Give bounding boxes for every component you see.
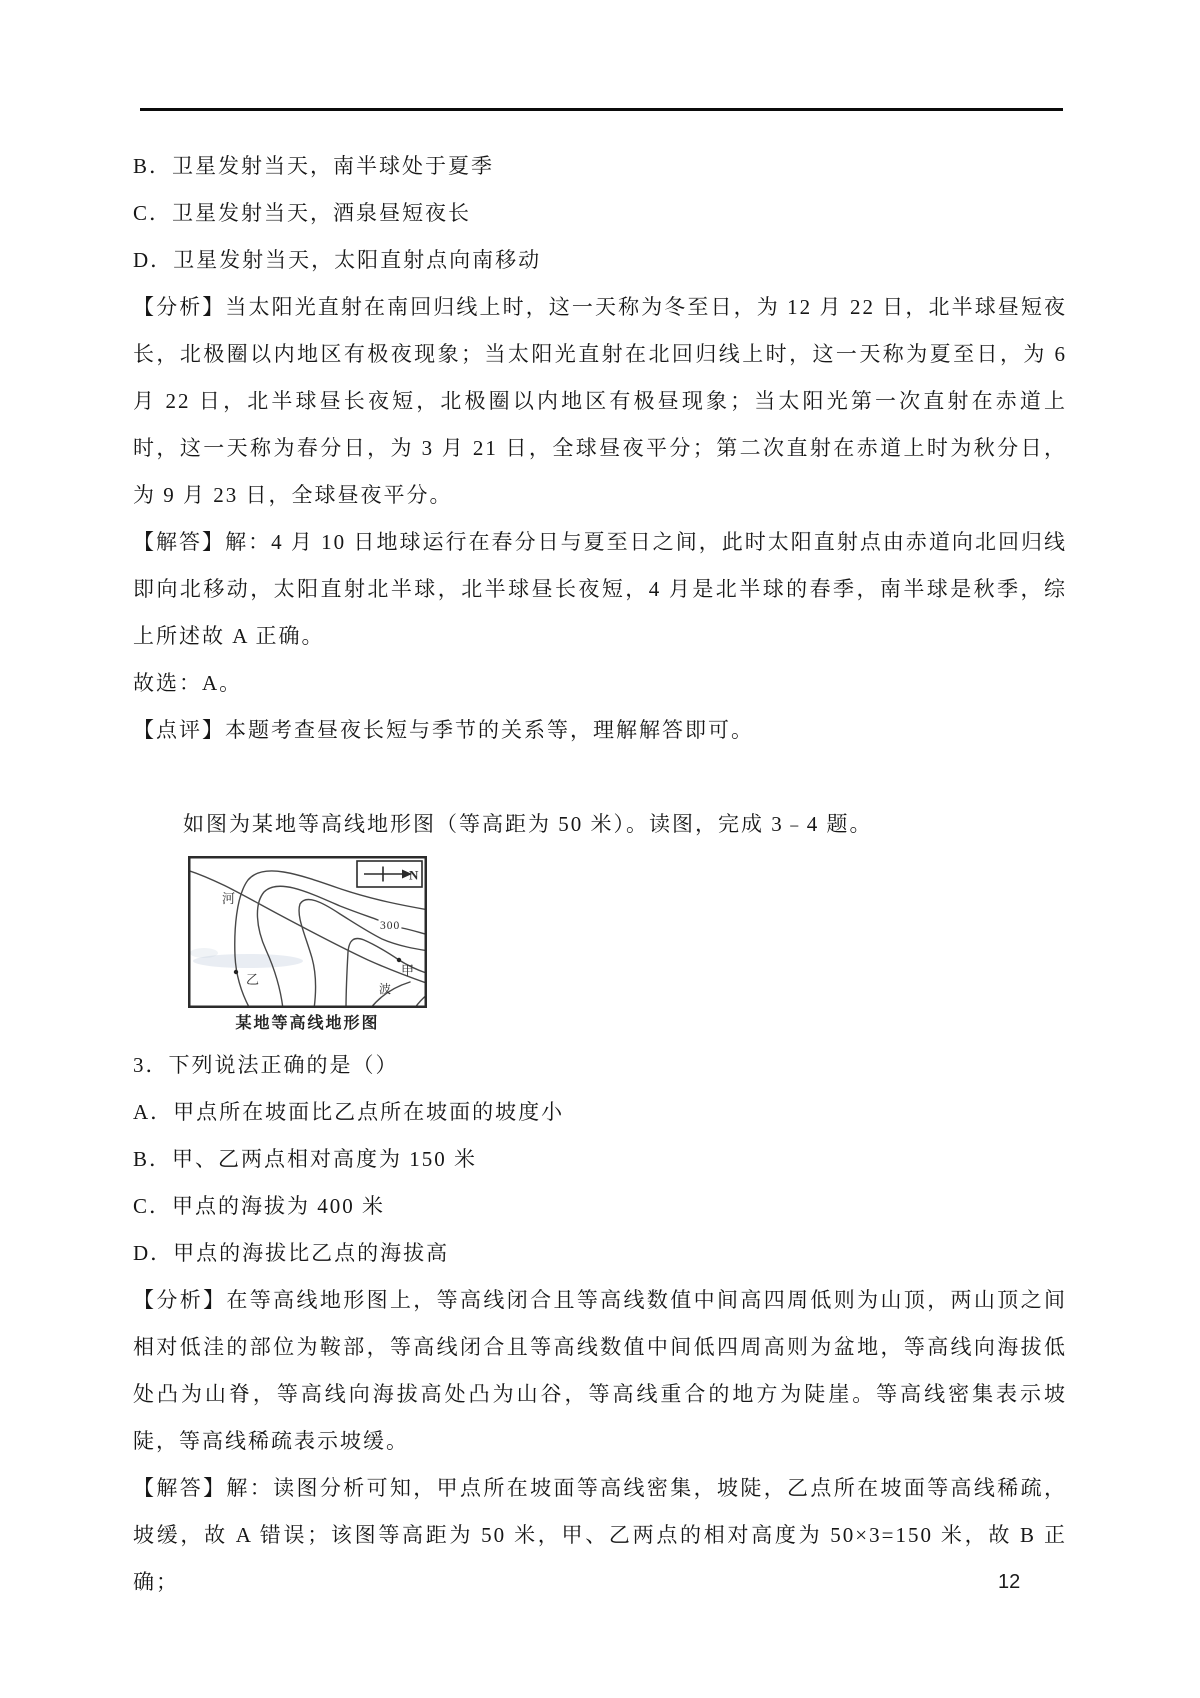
question2-option-d: D．卫星发射当天，太阳直射点向南移动 xyxy=(133,248,542,272)
header-rule xyxy=(140,108,1063,111)
question3-option-c: C．甲点的海拔为 400 米 xyxy=(133,1194,386,1218)
point-jia-label: 甲 xyxy=(401,963,415,978)
question2-answer: 【解答】解：4 月 10 日地球运行在春分日与夏至日之间，此时太阳直射点由赤道向北回归线即向北移动，太阳直射北半球，北半球昼长夜短，4 月是北半球的春季，南半球是秋季，综上所述故 A 正确。 xyxy=(133,530,1067,648)
figure-caption: 某地等高线地形图 xyxy=(235,1015,380,1032)
page-number: 12 xyxy=(998,1571,1021,1593)
question3-option-a: A．甲点所在坡面比乙点所在坡面的坡度小 xyxy=(133,1100,565,1124)
question2-option-c: C．卫星发射当天，酒泉昼短夜长 xyxy=(133,201,472,225)
point-yi-dot xyxy=(234,970,238,974)
contour-map-figure xyxy=(188,856,427,1035)
question2-comment: 【点评】本题考查昼夜长短与季节的关系等，理解解答即可。 xyxy=(133,718,754,742)
question2-choice: 故选：A。 xyxy=(133,671,243,695)
north-arrow-box xyxy=(357,861,422,887)
contour-value-300: 300 xyxy=(380,920,401,932)
contour-map-svg xyxy=(188,856,427,1008)
contour-line xyxy=(402,928,427,935)
question2-option-b: B．卫星发射当天，南半球处于夏季 xyxy=(133,154,495,178)
question3-stem: 3．下列说法正确的是（） xyxy=(133,1053,399,1077)
question3-analysis: 【分析】在等高线地形图上，等高线闭合且等高线数值中间高四周低则为山顶，两山顶之间相对低洼的部位为鞍部，等高线闭合且等高线数值中间低四周高则为盆地，等高线向海拔低处凸为山脊，等高线向海拔高处凸为山谷，等高线重合的地方为陡崖。等高线密集表示坡陡，等高线稀疏表示坡缓。 xyxy=(133,1288,1067,1453)
slope-label-bo: 波 xyxy=(379,982,392,996)
question3-option-d: D．甲点的海拔比乙点的海拔高 xyxy=(133,1241,450,1265)
scan-smudge xyxy=(190,948,303,968)
river-label: 河 xyxy=(222,891,236,906)
question3-option-b: B．甲、乙两点相对高度为 150 米 xyxy=(133,1147,478,1171)
question3-intro: 如图为某地等高线地形图（等高距为 50 米）。读图，完成 3﹣4 题。 xyxy=(183,812,873,836)
north-label: N xyxy=(409,867,419,883)
question3-answer: 【解答】解：读图分析可知，甲点所在坡面等高线密集，坡陡，乙点所在坡面等高线稀疏，坡缓，故 A 错误；该图等高距为 50 米，甲、乙两点的相对高度为 50×3=150 米，故 B 正确； xyxy=(133,1476,1067,1594)
question2-analysis: 【分析】当太阳光直射在南回归线上时，这一天称为冬至日，为 12 月 22 日，北半球昼短夜长，北极圈以内地区有极夜现象；当太阳光直射在北回归线上时，这一天称为夏至日，为 6 月 22 日，北半球昼长夜短，北极圈以内地区有极昼现象；当太阳光第一次直射在赤道上时，这一天称为春分日，为 3 月 21 日，全球昼夜平分；第二次直射在赤道上时为秋分日，为 9 月 23 日，全球昼夜平分。 xyxy=(133,295,1067,507)
point-jia-dot xyxy=(397,958,401,962)
contour-line xyxy=(257,886,378,1008)
point-yi-label: 乙 xyxy=(246,972,260,987)
contour-line xyxy=(299,899,427,1008)
